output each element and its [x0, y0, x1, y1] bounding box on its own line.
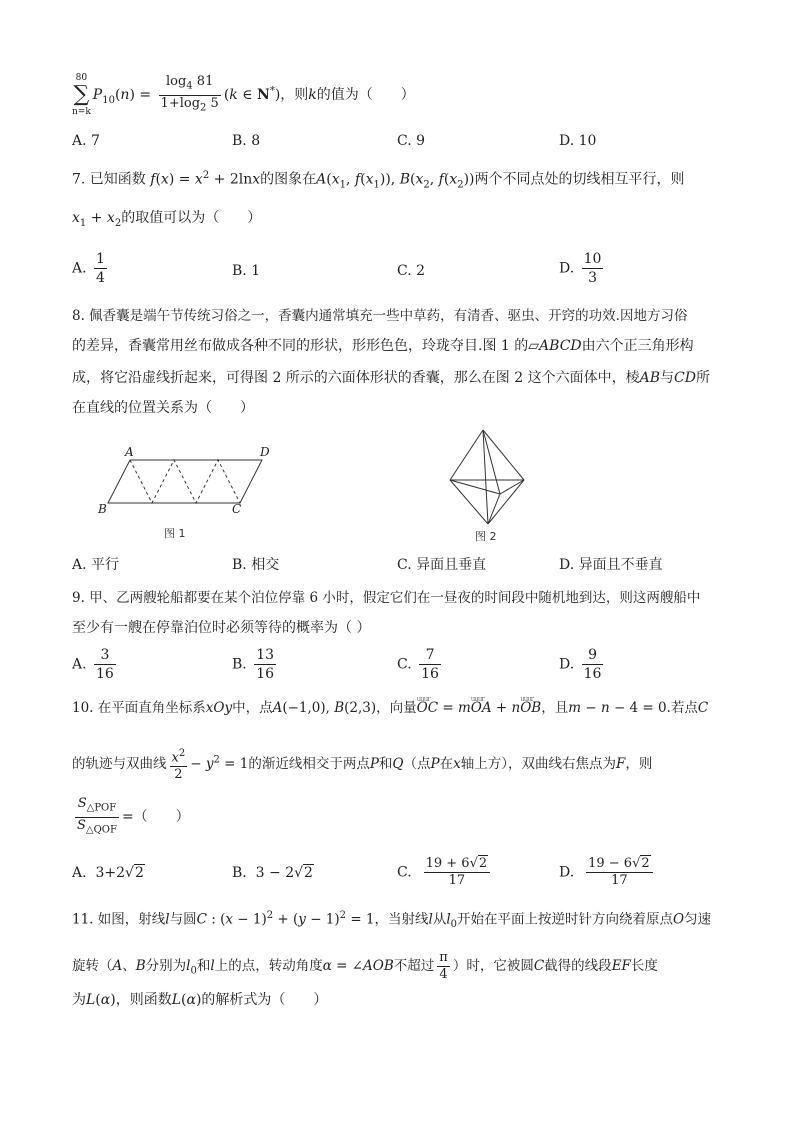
fig1-label-d: D [260, 445, 270, 459]
q10-options [72, 856, 732, 896]
q8-line-4: 在直线的位置关系为（ ） [72, 400, 254, 416]
q7-option-b[interactable]: B. 1 [232, 263, 261, 279]
q6-option-d[interactable]: D. 10 [559, 133, 597, 149]
q7-line-2: $x_1 + x_2$的取值可以为（ ） [72, 210, 262, 229]
q8-line-1: 8. 佩香囊是端午节传统习俗之一，香囊内通常填充一些中草药，有清香、驱虫、开窍的功效.因地方习俗 [72, 308, 688, 324]
q7-tail-2: 的取值可以为（ ） [121, 210, 262, 226]
q7-tail-1: 两个不同点处的切线相互平行，则 [474, 171, 685, 188]
q9-line-2: 至少有一艘在停靠泊位时必须等待的概率为（ ） [72, 620, 371, 636]
figure-1-parallelogram [92, 445, 282, 547]
q6-k-var: k [308, 87, 317, 103]
q7-option-a[interactable]: A. $\frac{1}{4}$ [72, 251, 105, 286]
q6-options [72, 130, 732, 160]
q11-line-3: 为L(α)，则函数L(α)的解析式为（ ） [72, 992, 328, 1008]
q10-line-1: 10. 在平面直角坐标系xOy中，点A(−1,0), B(2,3)，向量uuur OC = muuur OA + nuuur OB，且m − n − 4 = 0.若点C [72, 698, 734, 718]
q6-option-c[interactable]: C. 9 [397, 133, 426, 149]
q6-fraction: $\frac{\log_4 81}{1+\log_2 5}$ [160, 73, 219, 114]
q7-options [72, 250, 732, 290]
summation-sign: 80 ∑ n=k [72, 73, 91, 117]
fig1-label-c: C [232, 502, 242, 516]
q10-line-3: $\frac{S_{\triangle POF}}{S_{\triangle QOF}}$ =（ ） [72, 796, 734, 838]
q8-options [72, 554, 732, 584]
q9-option-c[interactable]: C. $\frac{7}{16}$ [397, 647, 439, 682]
q7-option-d[interactable]: D. $\frac{10}{3}$ [559, 251, 602, 286]
q6-condition-line: 80 ∑ n=k $P_{10}(n)$ = $\frac{\log_4 81}{1+\log_2 5}$ (k ∈ N*)，则k的值为（ ） [72, 73, 415, 117]
q8-option-a[interactable]: A. 平行 [72, 557, 120, 573]
q7-option-c[interactable]: C. 2 [397, 263, 426, 279]
q8-option-c[interactable]: C. 异面且垂直 [397, 557, 487, 573]
q10-option-d[interactable]: D. $\frac{19 - 6√2}{17}$ [559, 856, 656, 889]
q11-line-1: 11. 如图，射线l与圆C : $(x - 1)^2 + (y - 1)^2 = 1$，当射线l从$l_0$开始在平面上按逆时针方向绕着原点O匀速 [72, 910, 712, 931]
fig1-label-b: B [98, 502, 107, 516]
fig2-caption: 图 2 [475, 530, 497, 543]
q10-option-c[interactable]: C. $\frac{19 + 6√2}{17}$ [397, 856, 493, 889]
q6-tail: 的值为（ ） [316, 87, 415, 103]
q6-condition-tail: ，则 [280, 87, 309, 103]
q10-option-b[interactable]: B. 3 − 2√2 [232, 865, 313, 881]
fig1-caption: 图 1 [164, 527, 186, 540]
q8-line-3: 成，将它沿虚线折起来，可得图 2 所示的六面体形状的香囊，那么在图 2 这个六面体中，棱AB与CD所 [72, 370, 710, 386]
q9-line-1: 9. 甲、乙两艘轮船都要在某个泊位停靠 6 小时，假定它们在一昼夜的时间段中随机地到达，则这两艘船中 [72, 590, 701, 606]
q6-option-b[interactable]: B. 8 [232, 133, 261, 149]
figure-2-hexahedron [440, 424, 540, 548]
q9-options [72, 646, 732, 686]
q10-area-ratio: $\frac{S_{\triangle POF}}{S_{\triangle QOF}}$ [77, 796, 117, 836]
q8-line-2: 的差异，香囊常用丝布做成各种不同的形状，形形色色，玲珑夺目.图 1 的▱ABCD由六个正三角形构 [72, 338, 694, 354]
q7-number: 7. 已知函数 [72, 171, 146, 188]
q9-option-a[interactable]: A. $\frac{3}{16}$ [72, 647, 114, 682]
q9-option-d[interactable]: D. $\frac{9}{16}$ [559, 647, 602, 682]
fig1-label-a: A [125, 445, 134, 459]
q6-option-a[interactable]: A. 7 [72, 133, 100, 149]
q7-line-1: 7. 已知函数 $f(x) = x^2 + 2\ln x$的图象在$A(x_1$, $f(x_1)$), $B(x_2$, $f(x_2)$)两个不同点处的切线相互平行，则 [72, 170, 685, 191]
q8-option-d[interactable]: D. 异面且不垂直 [559, 557, 663, 573]
q11-line-2: 旋转（A、B分别为$l_0$和l上的点，转动角度α = ∠AOB不超过 $\frac{\pi}{4}$ ）时，它被圆C截得的线段EF长度 [72, 950, 658, 982]
q9-option-b[interactable]: B. $\frac{13}{16}$ [232, 647, 275, 682]
q7-mid: 的图象在 [260, 171, 317, 188]
q10-line-2: 的轨迹与双曲线 $\frac{x^2}{2}$ − $y^2 = 1$的渐近线相交于两点P和Q（点P在x轴上方），双曲线右焦点为F，则 [72, 748, 653, 783]
q8-option-b[interactable]: B. 相交 [232, 557, 280, 573]
q10-option-a[interactable]: A. 3+2√2 [72, 865, 144, 881]
